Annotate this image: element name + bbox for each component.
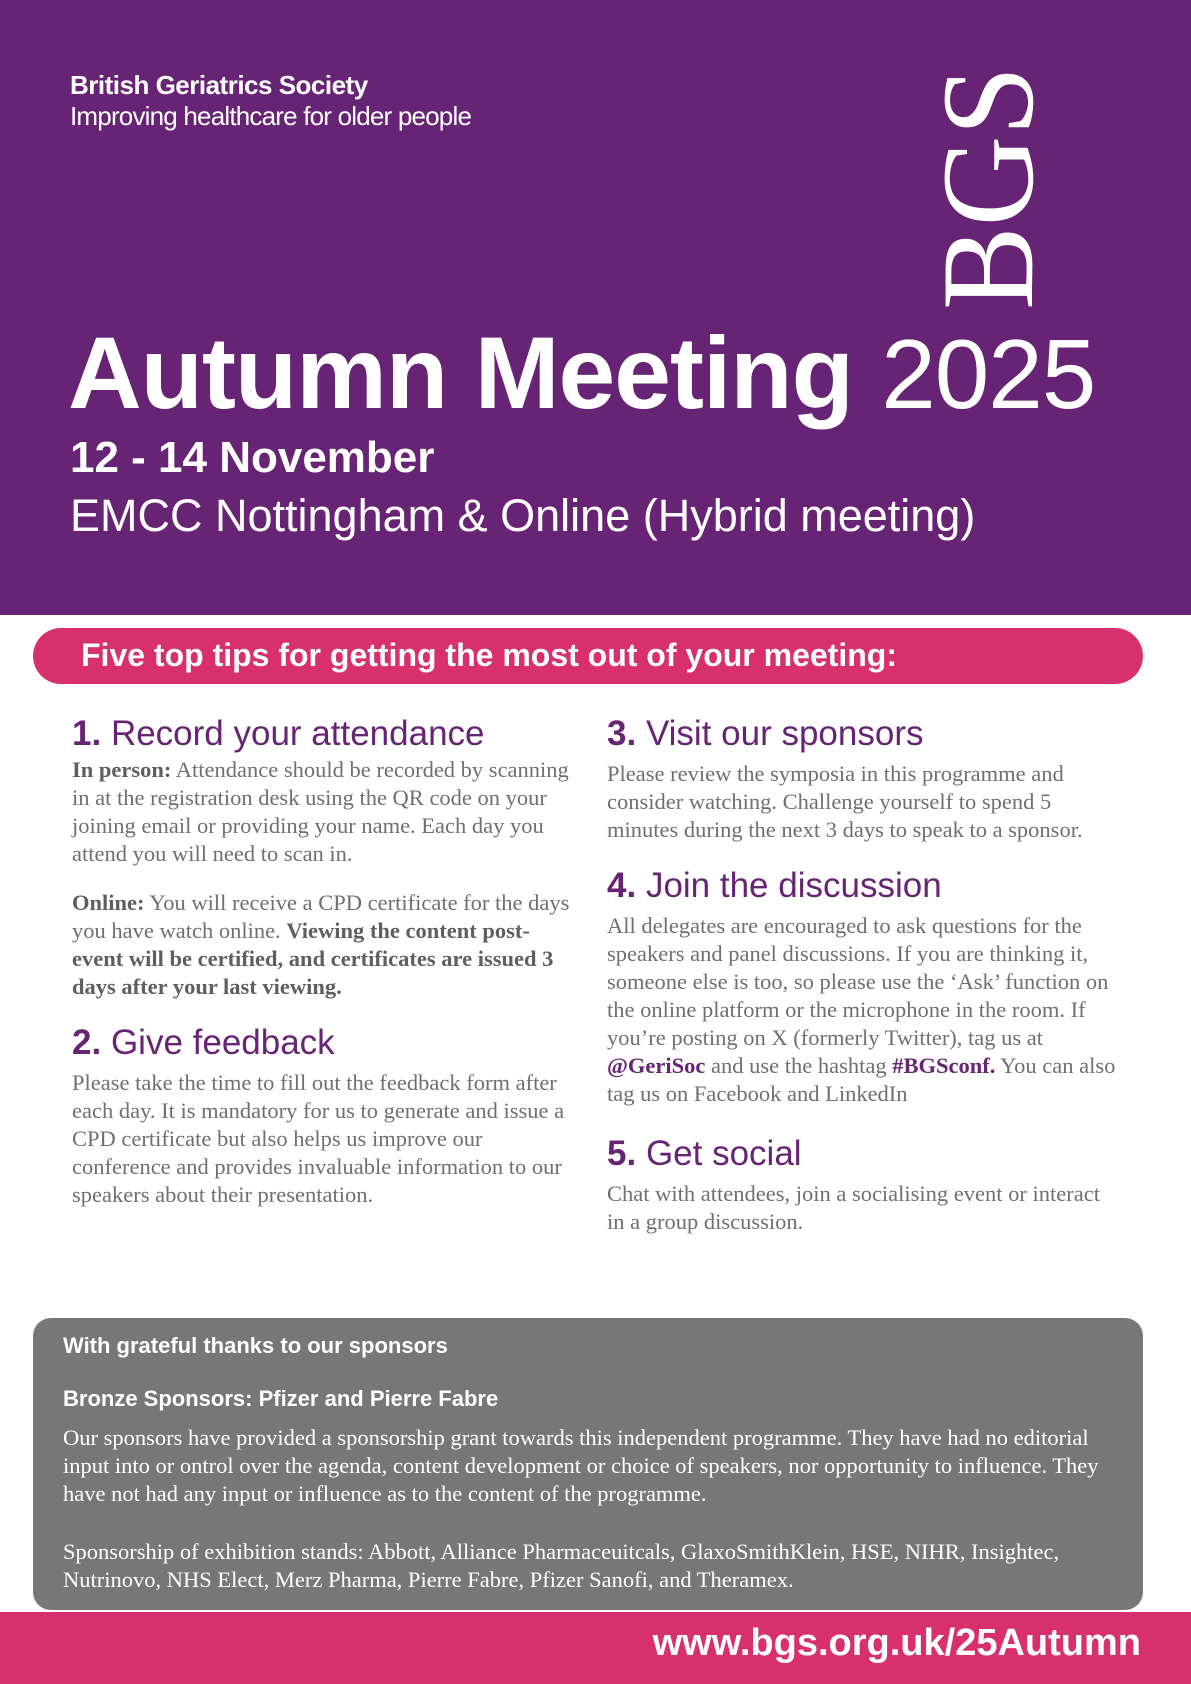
- tips-column-left: [72, 712, 572, 1209]
- tip-number: 1.: [72, 714, 102, 753]
- tip-join-discussion: [607, 864, 1117, 1108]
- tip-title: Join the discussion: [645, 866, 942, 905]
- tip-paragraph: [72, 889, 572, 1001]
- website-link[interactable]: www.bgs.org.uk/25Autumn: [652, 1622, 1141, 1664]
- lead-in-person: In person:: [72, 757, 172, 782]
- tip-text: Please review the symposia in this programme and consider watching. Challenge yourself to spend 5 minutes during the next 3 days to speak to a sponsor.: [607, 761, 1083, 842]
- tip-title: Get social: [645, 1134, 802, 1173]
- tip-text: All delegates are encouraged to ask questions for the speakers and panel discussions. If you are thinking it, someone else is too, so please use the ‘Ask’ function on the online platform or the microphone in the room. If you’re posting on X (formerly Twitter), tag us at: [607, 913, 1109, 1050]
- twitter-handle: @GeriSoc: [607, 1053, 706, 1078]
- tip-heading: [607, 1132, 1117, 1176]
- title-year: 2025: [881, 319, 1096, 429]
- tip-text: and use the hashtag: [711, 1053, 887, 1078]
- tip-paragraph: [72, 756, 572, 868]
- tip-title: Record your attendance: [110, 714, 485, 753]
- tip-paragraph: [607, 912, 1117, 1108]
- event-dates: 12 - 14 November: [70, 433, 435, 482]
- tip-heading: [607, 712, 1117, 756]
- tip-heading: [72, 1021, 572, 1065]
- tip-text: You will receive a CPD certificate for the days you have watch online.: [72, 890, 570, 943]
- tip-text: Chat with attendees, join a socialising event or interact in a group discussion.: [607, 1181, 1100, 1234]
- tip-give-feedback: [72, 1021, 572, 1209]
- tip-text: You can also tag us on Facebook and LinkedIn: [607, 1053, 1116, 1106]
- bgs-logo-text: BGS: [914, 53, 1061, 310]
- tips-banner-text: Five top tips for getting the most out of your meeting:: [81, 637, 897, 673]
- tip-record-attendance: [72, 712, 572, 1001]
- tip-title: Give feedback: [110, 1023, 335, 1062]
- sponsors-panel: [33, 1318, 1143, 1610]
- tips-banner: [33, 628, 1143, 684]
- hashtag: #BGSconf.: [892, 1053, 996, 1078]
- bgs-logo: [914, 53, 1120, 310]
- tip-title: Visit our sponsors: [645, 714, 924, 753]
- tip-bold-text: Viewing the content post-event will be certified, and certificates are issued 3 days after your last viewing.: [72, 918, 554, 999]
- tip-number: 3.: [607, 714, 637, 753]
- event-venue: EMCC Nottingham & Online (Hybrid meeting): [70, 490, 976, 541]
- sponsors-heading: With grateful thanks to our sponsors: [63, 1333, 448, 1358]
- tip-text: Please take the time to fill out the feedback form after each day. It is mandatory for us to generate and issue a CPD certificate but also helps us improve our conference and provides invaluable information to our speakers about their presentation.: [72, 1070, 565, 1207]
- tip-number: 2.: [72, 1023, 102, 1062]
- lead-online: Online:: [72, 890, 145, 915]
- tip-number: 5.: [607, 1134, 637, 1173]
- org-name: British Geriatrics Society: [70, 70, 368, 100]
- title-bold: Autumn Meeting: [68, 316, 853, 430]
- tip-get-social: [607, 1132, 1117, 1236]
- footer-band: [0, 1612, 1191, 1684]
- tip-heading: [607, 864, 1117, 908]
- sponsors-disclaimer: Our sponsors have provided a sponsorship grant towards this independent programme. They have had no editorial input into or ontrol over the agenda, content development or choice of speakers, nor opportunity to influence. They have not had any input or influence as to the content of the programme.: [63, 1425, 1099, 1506]
- tip-number: 4.: [607, 866, 637, 905]
- tip-visit-sponsors: [607, 712, 1117, 844]
- tip-text: Attendance should be recorded by scanning in at the registration desk using the QR code on your joining email or providing your name. Each day you attend you will need to scan in.: [72, 757, 569, 866]
- header-band: [0, 0, 1191, 615]
- tips-column-right: [607, 712, 1117, 1236]
- org-tagline: Improving healthcare for older people: [70, 101, 472, 131]
- bronze-sponsors: Bronze Sponsors: Pfizer and Pierre Fabre: [63, 1386, 499, 1411]
- tip-heading: [72, 712, 572, 756]
- exhibition-sponsors: Sponsorship of exhibition stands: Abbott, Alliance Pharmaceuitcals, GlaxoSmithKlein, HSE, NIHR, Insightec, Nutrinovo, NHS Elect, Merz Pharma, Pierre Fabre, Pfizer Sanofi, and Theramex.: [63, 1539, 1060, 1592]
- page-title: [68, 318, 1095, 429]
